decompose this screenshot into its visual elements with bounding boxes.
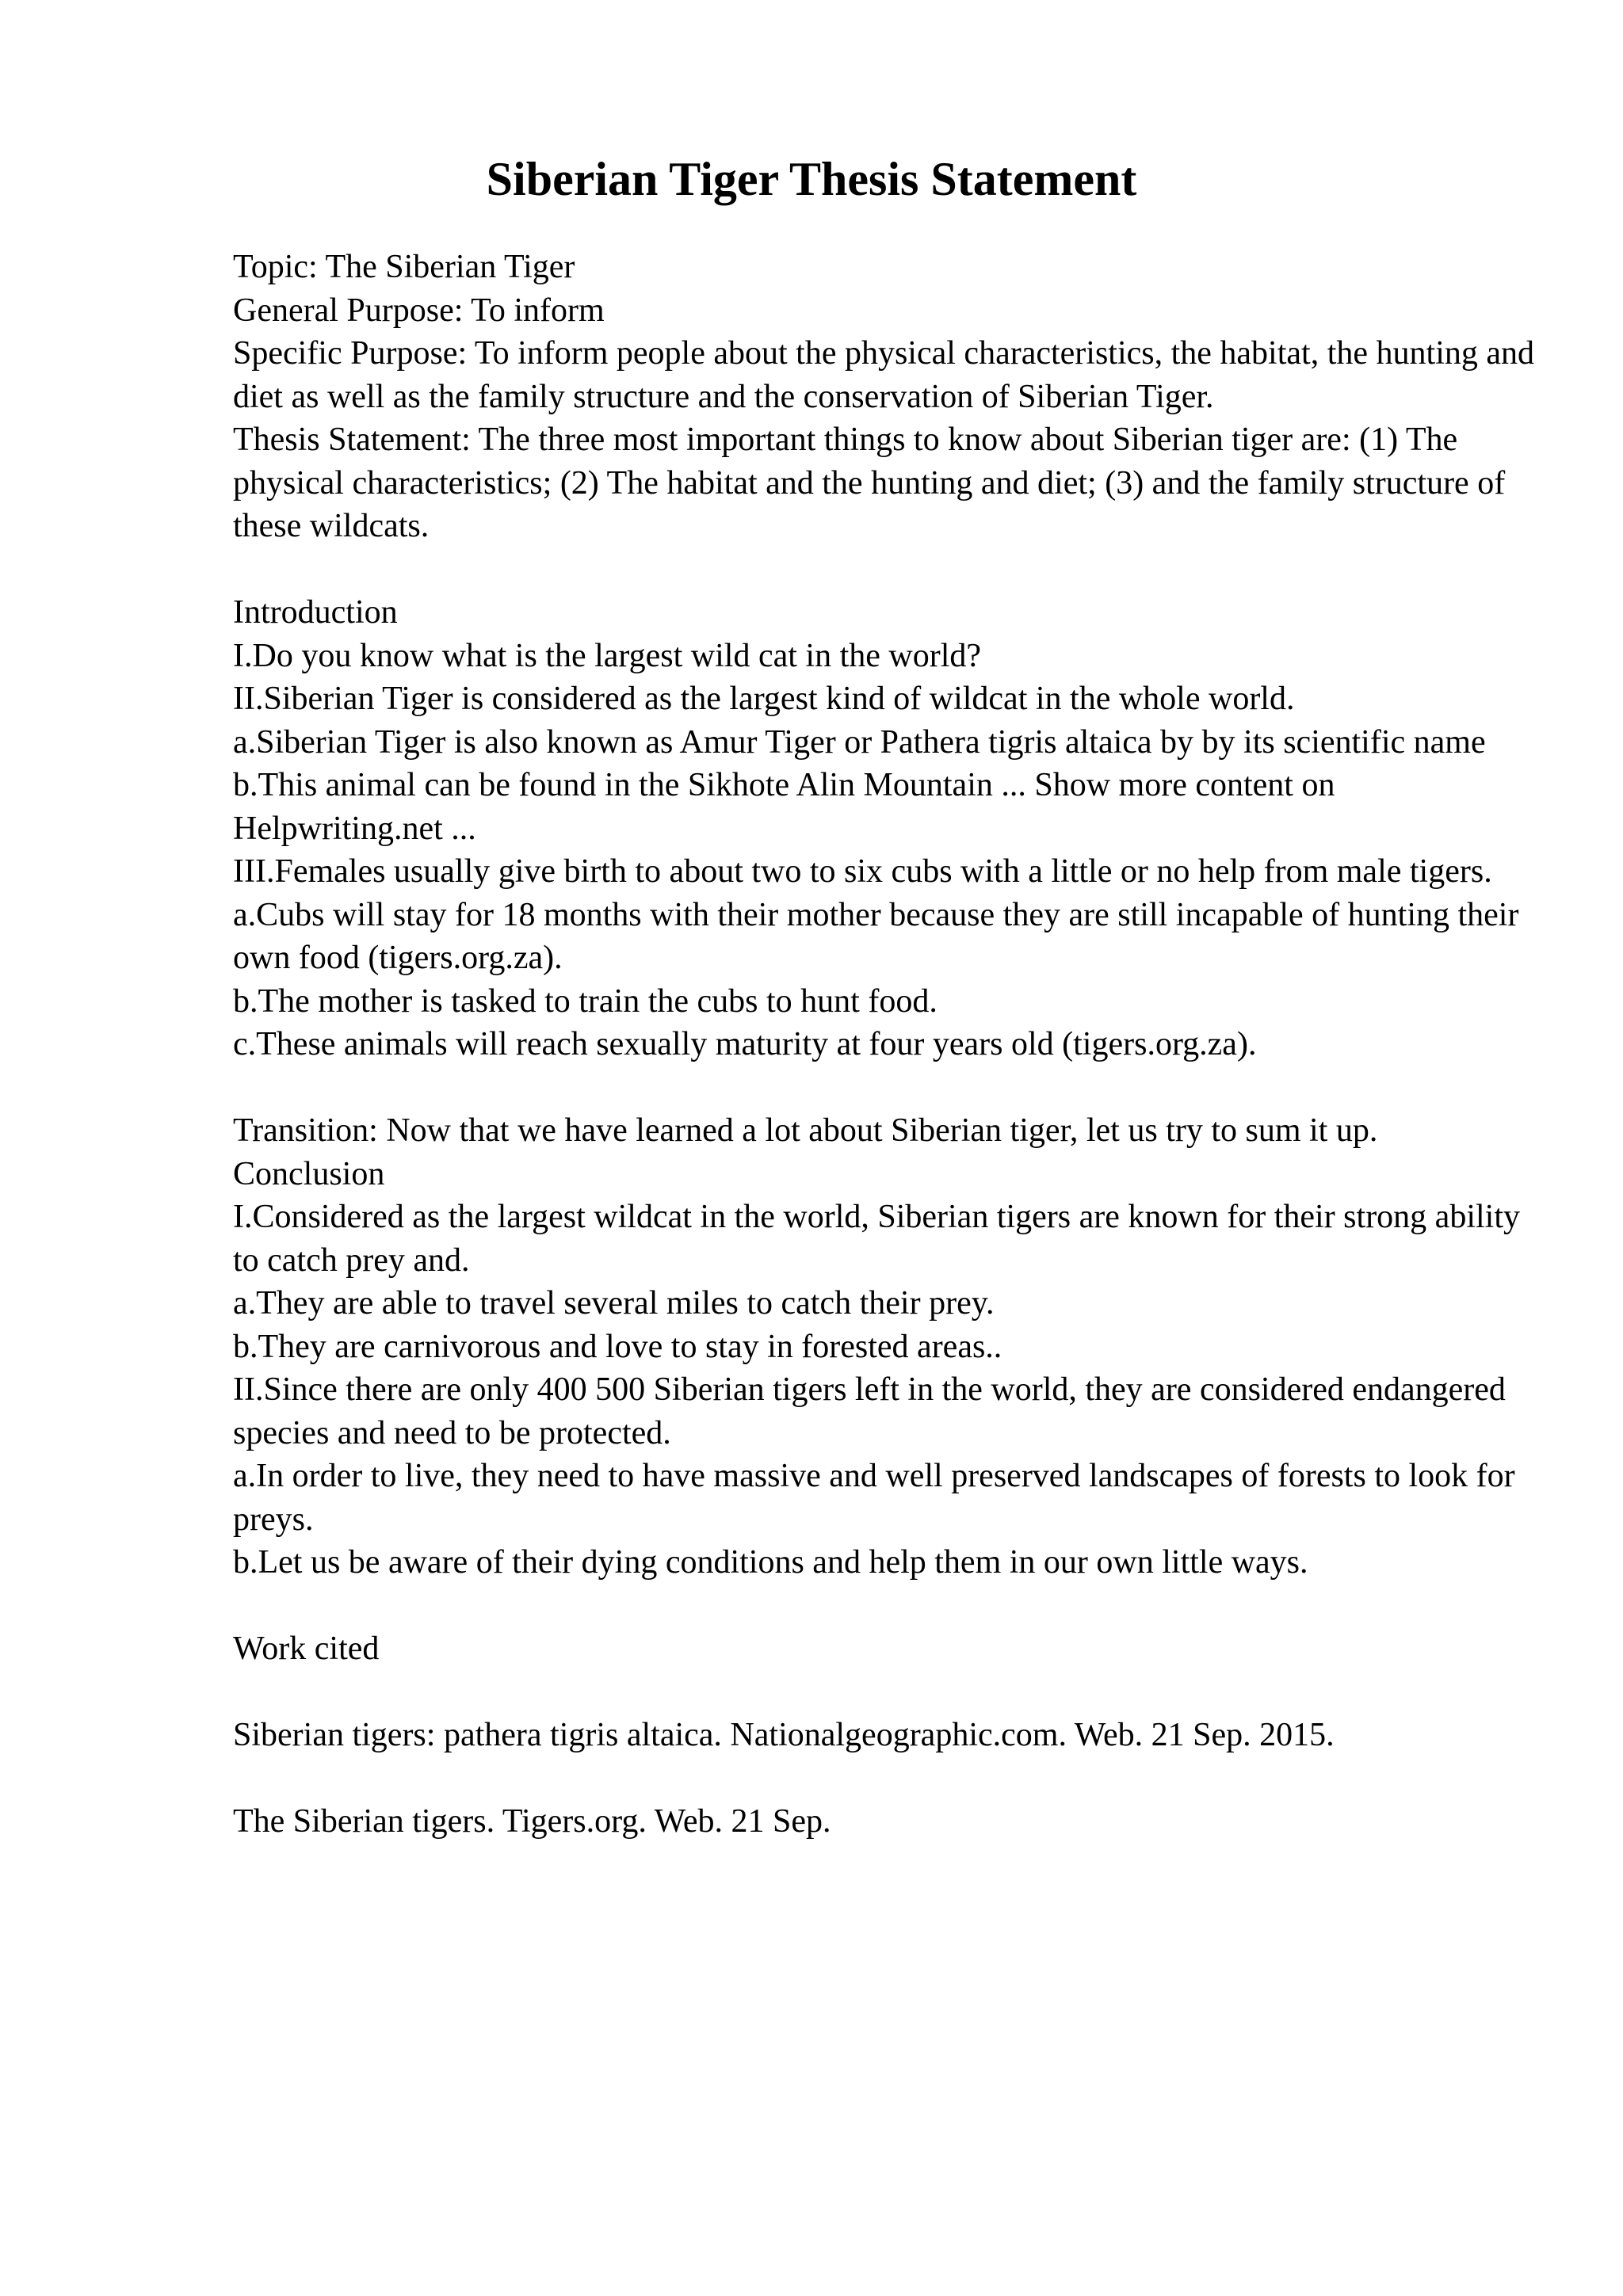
intro-item: a.Siberian Tiger is also known as Amur Tiger or Pathera tigris altaica by by its scientific name <box>233 723 1486 761</box>
general-purpose-line: General Purpose: To inform <box>233 292 605 329</box>
document-title: Siberian Tiger Thesis Statement <box>486 153 1137 205</box>
intro-item: III.Females usually give birth to about two to six cubs with a little or no help from male tigers. <box>233 853 1492 890</box>
thesis-statement-paragraph: Thesis Statement: The three most important things to know about Siberian tiger are: (1) The physical characteristics; (2) The habitat and the hunting and diet; (3) and the family structure of these wildcats. <box>233 421 1506 544</box>
conclusion-item: b.They are carnivorous and love to stay in forested areas.. <box>233 1328 1002 1365</box>
works-cited-heading: Work cited <box>233 1630 380 1667</box>
conclusion-item: b.Let us be aware of their dying conditions and help them in our own little ways. <box>233 1544 1308 1581</box>
spacer <box>233 1585 1541 1628</box>
transition-line: Transition: Now that we have learned a lot about Siberian tiger, let us try to sum it up. <box>233 1112 1378 1149</box>
citation-entry: Siberian tigers: pathera tigris altaica. Nationalgeographic.com. Web. 21 Sep. 2015. <box>233 1717 1335 1753</box>
specific-purpose-paragraph: Specific Purpose: To inform people about the physical characteristics, the habitat, the hunting and diet as well as the family structure and the conservation of Siberian Tiger. <box>233 335 1534 415</box>
intro-item: b.This animal can be found in the Sikhote Alin Mountain ... Show more content on Helpwriting.net ... <box>233 767 1335 847</box>
spacer <box>233 1066 1541 1110</box>
conclusion-item: a.They are able to travel several miles to catch their prey. <box>233 1285 995 1322</box>
intro-item: a.Cubs will stay for 18 months with their mother because they are still incapable of hunting their own food (tigers.org.za). <box>233 896 1519 976</box>
spacer <box>233 1757 1541 1801</box>
conclusion-item: II.Since there are only 400 500 Siberian tigers left in the world, they are considered endangered species and need to be protected. <box>233 1371 1506 1451</box>
conclusion-item: I.Considered as the largest wildcat in the world, Siberian tigers are known for their strong ability to catch prey and. <box>233 1199 1520 1279</box>
intro-item: c.These animals will reach sexually maturity at four years old (tigers.org.za). <box>233 1026 1257 1062</box>
intro-item: II.Siberian Tiger is considered as the largest kind of wildcat in the whole world. <box>233 681 1295 717</box>
conclusion-item: a.In order to live, they need to have massive and well preserved landscapes of forests to look for preys. <box>233 1458 1515 1538</box>
introduction-heading: Introduction <box>233 594 398 631</box>
topic-line: Topic: The Siberian Tiger <box>233 249 575 285</box>
spacer <box>233 1671 1541 1714</box>
conclusion-heading: Conclusion <box>233 1155 385 1192</box>
citation-entry: The Siberian tigers. Tigers.org. Web. 21 Sep. <box>233 1803 831 1840</box>
spacer <box>233 548 1541 592</box>
intro-item: b.The mother is tasked to train the cubs to hunt food. <box>233 982 938 1020</box>
document-body <box>233 246 1541 1844</box>
intro-item: I.Do you know what is the largest wild cat in the world? <box>233 637 982 674</box>
